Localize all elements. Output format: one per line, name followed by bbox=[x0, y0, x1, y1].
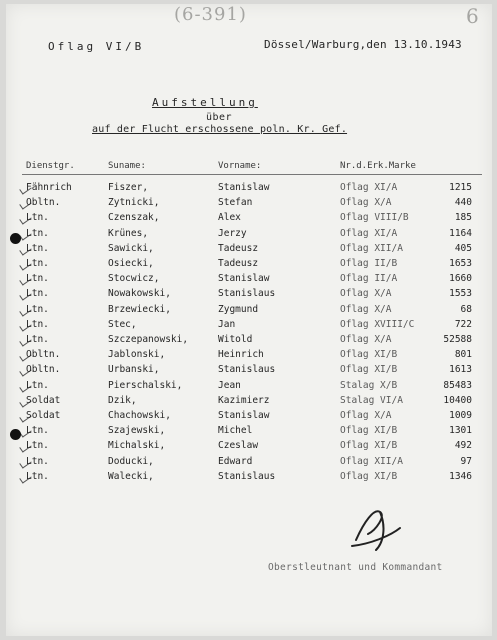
tag-number-cell: 1613 bbox=[449, 364, 472, 376]
table-row bbox=[6, 408, 492, 424]
rank-cell: Ltn. bbox=[26, 470, 49, 482]
tag-number-cell: 801 bbox=[454, 349, 472, 361]
firstname-cell: Stanislaw bbox=[218, 410, 270, 421]
camp-cell: Oflag XI/B bbox=[340, 440, 398, 452]
firstname-cell: Stanislaus bbox=[218, 364, 276, 376]
firstname-cell: Kazimierz bbox=[218, 394, 270, 406]
tag-number-cell: 1215 bbox=[449, 182, 472, 193]
table-row bbox=[6, 195, 492, 211]
tag-number-cell: 1653 bbox=[449, 258, 472, 269]
rank-cell: Ltn. bbox=[26, 425, 49, 437]
firstname-cell: Zygmund bbox=[218, 303, 259, 315]
table-row bbox=[6, 256, 492, 272]
camp-cell: Oflag X/A bbox=[340, 197, 392, 209]
tag-number-cell: 440 bbox=[454, 197, 472, 209]
tag-number-cell: 97 bbox=[460, 455, 472, 467]
rank-cell: Ltn. bbox=[26, 379, 49, 391]
column-header-rank: Dienstgr. bbox=[26, 161, 75, 171]
table-row bbox=[6, 469, 492, 485]
firstname-cell: Stanislaw bbox=[218, 273, 270, 285]
firstname-cell: Jean bbox=[218, 379, 241, 391]
rank-cell: Ltn. bbox=[26, 227, 49, 239]
column-header-firstname: Vorname: bbox=[218, 161, 262, 171]
rank-cell: Ltn. bbox=[26, 455, 49, 467]
camp-cell: Oflag II/B bbox=[340, 258, 398, 269]
surname-cell: Fiszer, bbox=[108, 182, 149, 193]
table-row bbox=[6, 317, 492, 333]
rank-cell: Soldat bbox=[26, 394, 61, 406]
surname-cell: Brzewiecki, bbox=[108, 303, 171, 315]
signature-role: Oberstleutnant und Kommandant bbox=[268, 562, 443, 573]
table-row bbox=[6, 347, 492, 363]
rank-cell: Fähnrich bbox=[26, 182, 72, 193]
place-date: Dössel/Warburg,den 13.10.1943 bbox=[264, 38, 462, 51]
surname-cell: Stec, bbox=[108, 318, 137, 330]
rank-cell: Ltn. bbox=[26, 334, 49, 345]
camp-cell: Oflag XI/B bbox=[340, 470, 398, 482]
camp-cell: Oflag XI/A bbox=[340, 227, 398, 239]
surname-cell: Urbanski, bbox=[108, 364, 160, 376]
camp-cell: Stalag VI/A bbox=[340, 394, 403, 406]
surname-cell: Jablonski, bbox=[108, 349, 166, 361]
firstname-cell: Jan bbox=[218, 318, 236, 330]
table-row bbox=[6, 378, 492, 394]
surname-cell: Walecki, bbox=[108, 470, 154, 482]
camp-cell: Oflag II/A bbox=[340, 273, 398, 285]
surname-cell: Pierschalski, bbox=[108, 379, 183, 391]
rank-cell: Ltn. bbox=[26, 303, 49, 315]
firstname-cell: Edward bbox=[218, 455, 253, 467]
tag-number-cell: 1660 bbox=[449, 273, 472, 285]
document-page bbox=[6, 4, 492, 636]
surname-cell: Nowakowski, bbox=[108, 288, 171, 300]
camp-cell: Oflag XI/B bbox=[340, 425, 398, 437]
firstname-cell: Heinrich bbox=[218, 349, 264, 361]
tag-number-cell: 405 bbox=[454, 242, 472, 254]
surname-cell: Chachowski, bbox=[108, 410, 171, 421]
tag-number-cell: 185 bbox=[454, 212, 472, 224]
commander-signature bbox=[346, 500, 426, 556]
rank-cell: Obltn. bbox=[26, 349, 61, 361]
table-row bbox=[6, 226, 492, 242]
firstname-cell: Alex bbox=[218, 212, 241, 224]
subtitle-line-1: über bbox=[206, 112, 233, 123]
surname-cell: Szczepanowski, bbox=[108, 334, 189, 345]
camp-cell: Oflag XI/A bbox=[340, 182, 398, 193]
rank-cell: Ltn. bbox=[26, 440, 49, 452]
camp-cell: Oflag X/A bbox=[340, 334, 392, 345]
surname-cell: Zytnicki, bbox=[108, 197, 160, 209]
table-row bbox=[6, 454, 492, 470]
firstname-cell: Stanislaus bbox=[218, 288, 276, 300]
surname-cell: Osiecki, bbox=[108, 258, 154, 269]
surname-cell: Krünes, bbox=[108, 227, 149, 239]
camp-cell: Stalag X/B bbox=[340, 379, 398, 391]
rank-cell: Obltn. bbox=[26, 364, 61, 376]
tag-number-cell: 52588 bbox=[443, 334, 472, 345]
rank-cell: Obltn. bbox=[26, 197, 61, 209]
column-header-surname: Suname: bbox=[108, 161, 146, 171]
firstname-cell: Stanislaus bbox=[218, 470, 276, 482]
surname-cell: Czenszak, bbox=[108, 212, 160, 224]
rank-cell: Ltn. bbox=[26, 318, 49, 330]
table-row bbox=[6, 180, 492, 196]
camp-cell: Oflag XII/A bbox=[340, 242, 403, 254]
table-row bbox=[6, 302, 492, 318]
tag-number-cell: 1346 bbox=[449, 470, 472, 482]
firstname-cell: Stefan bbox=[218, 197, 253, 209]
firstname-cell: Stanislaw bbox=[218, 182, 270, 193]
surname-cell: Dzik, bbox=[108, 394, 137, 406]
tag-number-cell: 10400 bbox=[443, 394, 472, 406]
table-row bbox=[6, 210, 492, 226]
rank-cell: Soldat bbox=[26, 410, 61, 421]
firstname-cell: Tadeusz bbox=[218, 258, 259, 269]
firstname-cell: Michel bbox=[218, 425, 253, 437]
rank-cell: Ltn. bbox=[26, 273, 49, 285]
surname-cell: Stocwicz, bbox=[108, 273, 160, 285]
tag-number-cell: 722 bbox=[454, 318, 472, 330]
tag-number-cell: 1301 bbox=[449, 425, 472, 437]
tag-number-cell: 1553 bbox=[449, 288, 472, 300]
camp-cell: Oflag XI/B bbox=[340, 349, 398, 361]
punch-hole-mark bbox=[10, 233, 21, 244]
table-row bbox=[6, 423, 492, 439]
surname-cell: Doducki, bbox=[108, 455, 154, 467]
surname-cell: Michalski, bbox=[108, 440, 166, 452]
camp-cell: Oflag X/A bbox=[340, 410, 392, 421]
table-row bbox=[6, 241, 492, 257]
table-row bbox=[6, 271, 492, 287]
punch-hole-mark bbox=[10, 429, 21, 440]
pencil-page-number: 6 bbox=[466, 4, 479, 28]
firstname-cell: Witold bbox=[218, 334, 253, 345]
surname-cell: Sawicki, bbox=[108, 242, 154, 254]
header-rule bbox=[22, 174, 482, 175]
camp-cell: Oflag XI/B bbox=[340, 364, 398, 376]
table-row bbox=[6, 362, 492, 378]
camp-cell: Oflag VIII/B bbox=[340, 212, 409, 224]
tag-number-cell: 1164 bbox=[449, 227, 472, 239]
firstname-cell: Jerzy bbox=[218, 227, 247, 239]
table-row bbox=[6, 438, 492, 454]
rank-cell: Ltn. bbox=[26, 212, 49, 224]
column-header-tag-number: Nr.d.Erk.Marke bbox=[340, 161, 416, 171]
rank-cell: Ltn. bbox=[26, 242, 49, 254]
rank-cell: Ltn. bbox=[26, 288, 49, 300]
camp-cell: Oflag X/A bbox=[340, 288, 392, 300]
table-row bbox=[6, 393, 492, 409]
camp-cell: Oflag XVIII/C bbox=[340, 318, 415, 330]
surname-cell: Szajewski, bbox=[108, 425, 166, 437]
camp-cell: Oflag X/A bbox=[340, 303, 392, 315]
subtitle-line-2: auf der Flucht erschossene poln. Kr. Gef. bbox=[92, 124, 348, 135]
table-row bbox=[6, 332, 492, 348]
tag-number-cell: 85483 bbox=[443, 379, 472, 391]
tag-number-cell: 68 bbox=[460, 303, 472, 315]
firstname-cell: Czeslaw bbox=[218, 440, 259, 452]
camp-header: Oflag VI/B bbox=[48, 40, 145, 53]
pencil-note-top: (6-391) bbox=[174, 4, 247, 25]
camp-cell: Oflag XII/A bbox=[340, 455, 403, 467]
firstname-cell: Tadeusz bbox=[218, 242, 259, 254]
document-title: Aufstellung bbox=[152, 96, 258, 109]
tag-number-cell: 1009 bbox=[449, 410, 472, 421]
tag-number-cell: 492 bbox=[454, 440, 472, 452]
rank-cell: Ltn. bbox=[26, 258, 49, 269]
table-row bbox=[6, 286, 492, 302]
